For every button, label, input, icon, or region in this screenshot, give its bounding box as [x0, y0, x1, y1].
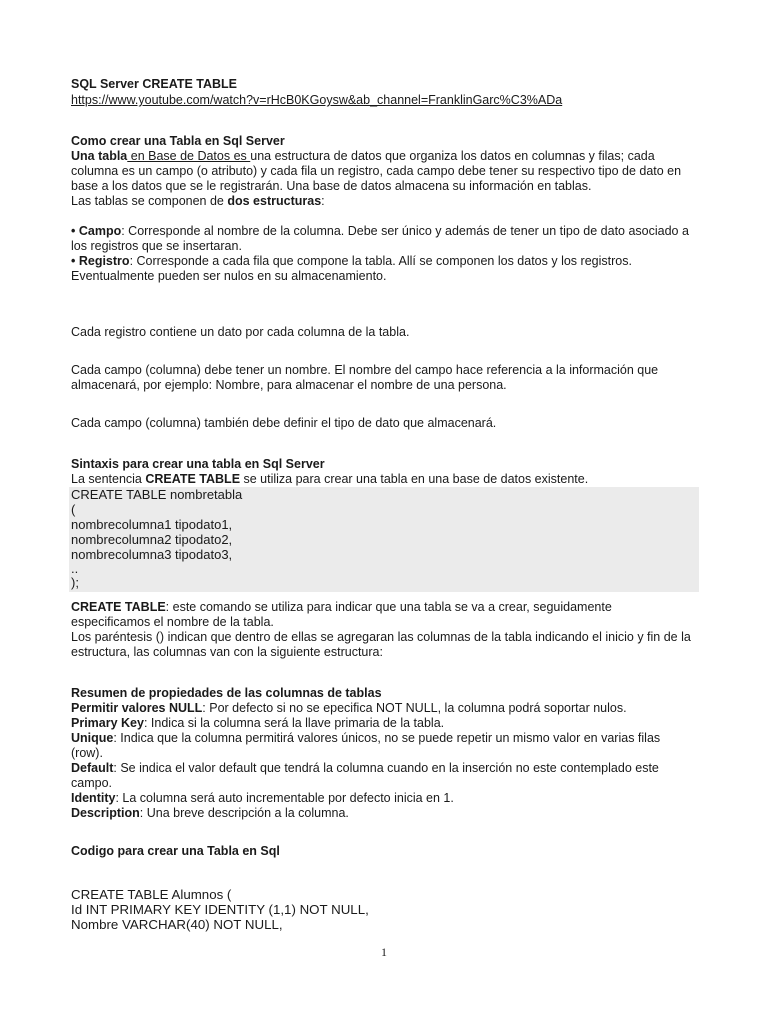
property-unique: Unique: Indica que la columna permitirá valores únicos, no se puede repetir un mismo valor en varias filas	[71, 731, 661, 745]
underline-base-datos: en Base de Datos es	[127, 149, 251, 163]
code-line: Nombre VARCHAR(40) NOT NULL,	[71, 917, 283, 932]
bullet-registro-line2: Eventualmente pueden ser nulos en su almacenamiento.	[71, 269, 387, 283]
section-heading-sintaxis: Sintaxis para crear una tabla en Sql Server	[71, 457, 325, 471]
paragraph-sentencia: La sentencia CREATE TABLE se utiliza para crear una tabla en una base de datos existente.	[71, 472, 589, 486]
document-page	[71, 77, 701, 932]
property-description: Description: Una breve descripción a la columna.	[71, 806, 349, 820]
property-identity: Identity: La columna será auto incrementable por defecto inicia en 1.	[71, 791, 454, 805]
code-block-alumnos	[71, 887, 701, 932]
bullet-campo-line2: los registros que se insertaran.	[71, 239, 242, 253]
youtube-link[interactable]: https://www.youtube.com/watch?v=rHcB0KGoysw&ab_channel=FranklinGarc%C3%ADa	[71, 93, 563, 107]
bullet-registro: • Registro: Corresponde a cada fila que compone la tabla. Allí se componen los datos y los registros.	[71, 254, 632, 268]
property-unique-line2: (row).	[71, 746, 103, 760]
code-line: nombrecolumna1 tipodato1,	[71, 517, 233, 532]
property-primary-key: Primary Key: Indica si la columna será la llave primaria de la tabla.	[71, 716, 445, 730]
section-heading-crear-tabla: Como crear una Tabla en Sql Server	[71, 134, 285, 148]
bullet-campo: • Campo: Corresponde al nombre de la columna. Debe ser único y además de tener un tipo de dato asociado a	[71, 224, 689, 238]
properties-list	[71, 701, 701, 821]
paragraph-campo-nombre-line2: almacenará, por ejemplo: Nombre, para almacenar el nombre de una persona.	[71, 378, 507, 392]
paragraph-line: columna es un campo (o atributo) y cada fila un registro, cada campo debe tener su respectivo tipo de dato en	[71, 164, 682, 178]
page-number: 1	[381, 945, 387, 959]
code-line: ..	[71, 561, 79, 576]
property-default-line2: campo.	[71, 776, 112, 790]
code-line: );	[71, 575, 79, 590]
property-null: Permitir valores NULL: Por defecto si no se epecifica NOT NULL, la columna podrá soportar nulos.	[71, 701, 627, 715]
code-line: CREATE TABLE nombretabla	[71, 487, 243, 502]
document-title: SQL Server CREATE TABLE	[71, 77, 238, 91]
code-line: Id INT PRIMARY KEY IDENTITY (1,1) NOT NULL,	[71, 902, 369, 917]
bold-una-tabla: Una tabla	[71, 149, 128, 163]
paragraph-campo-tipo: Cada campo (columna) también debe definir el tipo de dato que almacenará.	[71, 416, 497, 430]
code-line: CREATE TABLE Alumnos (	[71, 887, 232, 902]
section-heading-codigo: Codigo para crear una Tabla en Sql	[71, 844, 280, 858]
code-line: nombrecolumna2 tipodato2,	[71, 532, 233, 547]
paragraph-definicion-tabla: Una tabla en Base de Datos es una estructura de datos que organiza los datos en columnas y filas; cada	[71, 149, 655, 163]
paragraph-campo-nombre: Cada campo (columna) debe tener un nombre. El nombre del campo hace referencia a la información que	[71, 363, 659, 377]
paragraph-dos-estructuras: Las tablas se componen de dos estructuras:	[71, 194, 325, 208]
paragraph-line: base a los datos que se le registrarán. Una base de datos almacena su información en tablas.	[71, 179, 592, 193]
paragraph-parentesis: Los paréntesis () indican que dentro de ellas se agregaran las columnas de la tabla indicando el inicio y fin de la	[71, 630, 691, 644]
paragraph-registro: Cada registro contiene un dato por cada columna de la tabla.	[71, 325, 410, 339]
paragraph-create-table-explain: CREATE TABLE: este comando se utiliza para indicar que una tabla se va a crear, seguidamente	[71, 600, 612, 614]
property-default: Default: Se indica el valor default que tendrá la columna cuando en la inserción no este contemplado este	[71, 761, 659, 775]
code-block-sintaxis	[69, 487, 699, 592]
paragraph-parentesis-line2: estructura, las columnas van con la siguiente estructura:	[71, 645, 383, 659]
code-line: (	[71, 502, 76, 517]
section-heading-resumen: Resumen de propiedades de las columnas de tablas	[71, 686, 382, 700]
code-line: nombrecolumna3 tipodato3,	[71, 547, 233, 562]
paragraph-create-table-explain-line2: especificamos el nombre de la tabla.	[71, 615, 274, 629]
